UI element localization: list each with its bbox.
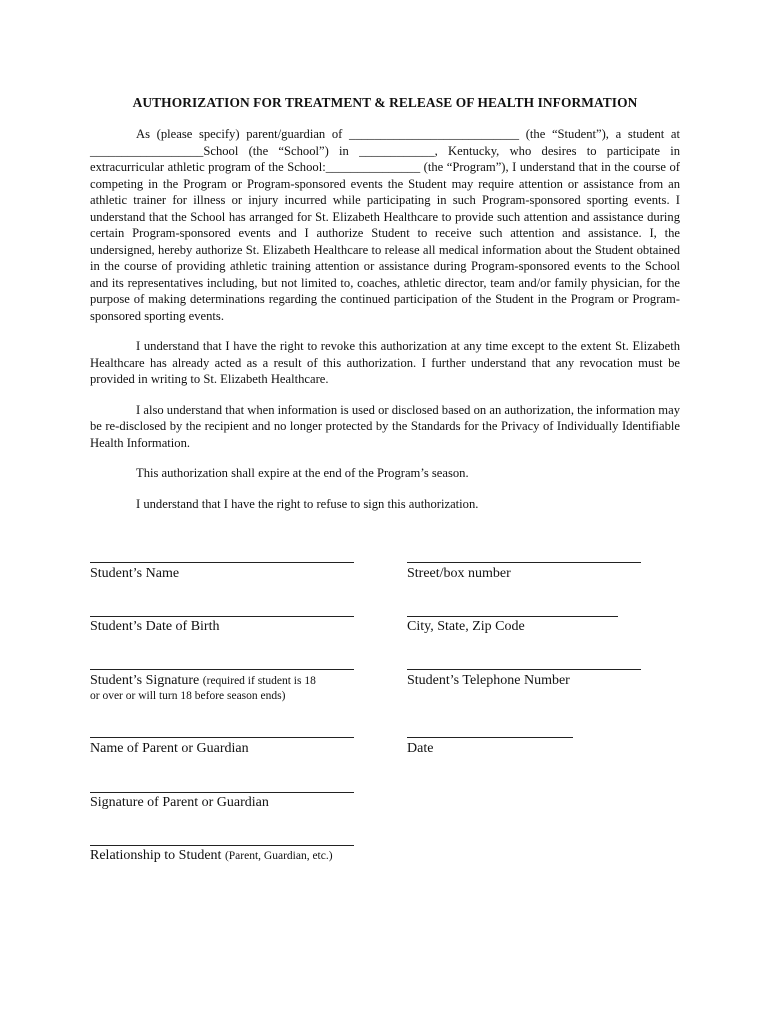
student-name-line[interactable]	[90, 562, 354, 563]
document-title: AUTHORIZATION FOR TREATMENT & RELEASE OF HEALTH INFORMATION	[132, 95, 638, 110]
telephone-label: Student’s Telephone Number	[407, 673, 570, 688]
relationship-label	[90, 848, 333, 864]
student-signature-label	[90, 673, 316, 689]
parent-name-line[interactable]	[90, 737, 354, 738]
relationship-text: Relationship to Student	[90, 848, 222, 863]
parent-name-label: Name of Parent or Guardian	[90, 741, 249, 756]
paragraph-refuse: I understand that I have the right to refuse to sign this authorization.	[136, 496, 479, 511]
student-signature-note-2: or over or will turn 18 before season ends)	[90, 690, 286, 702]
dob-line[interactable]	[90, 616, 354, 617]
student-signature-note: (required if student is 18	[202, 675, 316, 687]
city-label: City, State, Zip Code	[407, 619, 525, 634]
student-name-label: Student’s Name	[90, 566, 180, 581]
relationship-note: (Parent, Guardian, etc.)	[224, 850, 333, 862]
paragraph-authorization: As (please specify) parent/guardian of ___________________________ (the “Student”), a student at __________________School (the “School”) in ____________, Kentucky, who desires to participate in extracurricular athletic program of the School:_______________ (the “Program”), I understand that in the course of competing in the Program or Program-sponsored events the Student may require attention or assistance from an athletic trainer for illness or injury incurred while participating in such Program-sponsored sporting events. I understand that the School has arranged for St. Elizabeth Healthcare to provide such attention and assistance during certain Program-sponsored events and I authorize Student to receive such attention and assistance. I, the undersigned, hereby authorize St. Elizabeth Healthcare to release all medical information about the Student obtained in the course of providing athletic training attention or assistance during Program-sponsored events to the School and its representatives including, but not limited to, coaches, athletic director, team and/or family physician, for the purpose of making determinations regarding the continued participation of the Student in the Program or Program-sponsored sporting events.	[90, 127, 680, 323]
paragraph-revoke: I understand that I have the right to revoke this authorization at any time except to the extent St. Elizabeth Healthcare has already acted as a result of this authorization. I further understand that any revocation must be provided in writing to St. Elizabeth Healthcare.	[90, 339, 680, 386]
city-line[interactable]	[407, 616, 618, 617]
street-label: Street/box number	[407, 566, 511, 581]
dob-label: Student’s Date of Birth	[90, 619, 220, 634]
paragraph-expiration: This authorization shall expire at the end of the Program’s season.	[136, 466, 469, 480]
student-signature-line[interactable]	[90, 669, 354, 670]
parent-signature-line[interactable]	[90, 792, 354, 793]
paragraph-redisclosure: I also understand that when information is used or disclosed based on an authorization, the information may be re-disclosed by the recipient and no longer protected by the Standards for the Privacy of Individually Identifiable Health Information.	[90, 402, 680, 450]
date-label: Date	[407, 741, 434, 756]
date-line[interactable]	[407, 737, 573, 738]
document-body	[90, 126, 680, 526]
relationship-line[interactable]	[90, 845, 354, 846]
parent-signature-label: Signature of Parent or Guardian	[90, 795, 269, 810]
street-line[interactable]	[407, 562, 641, 563]
student-signature-text: Student’s Signature	[90, 673, 200, 688]
telephone-line[interactable]	[407, 669, 641, 670]
